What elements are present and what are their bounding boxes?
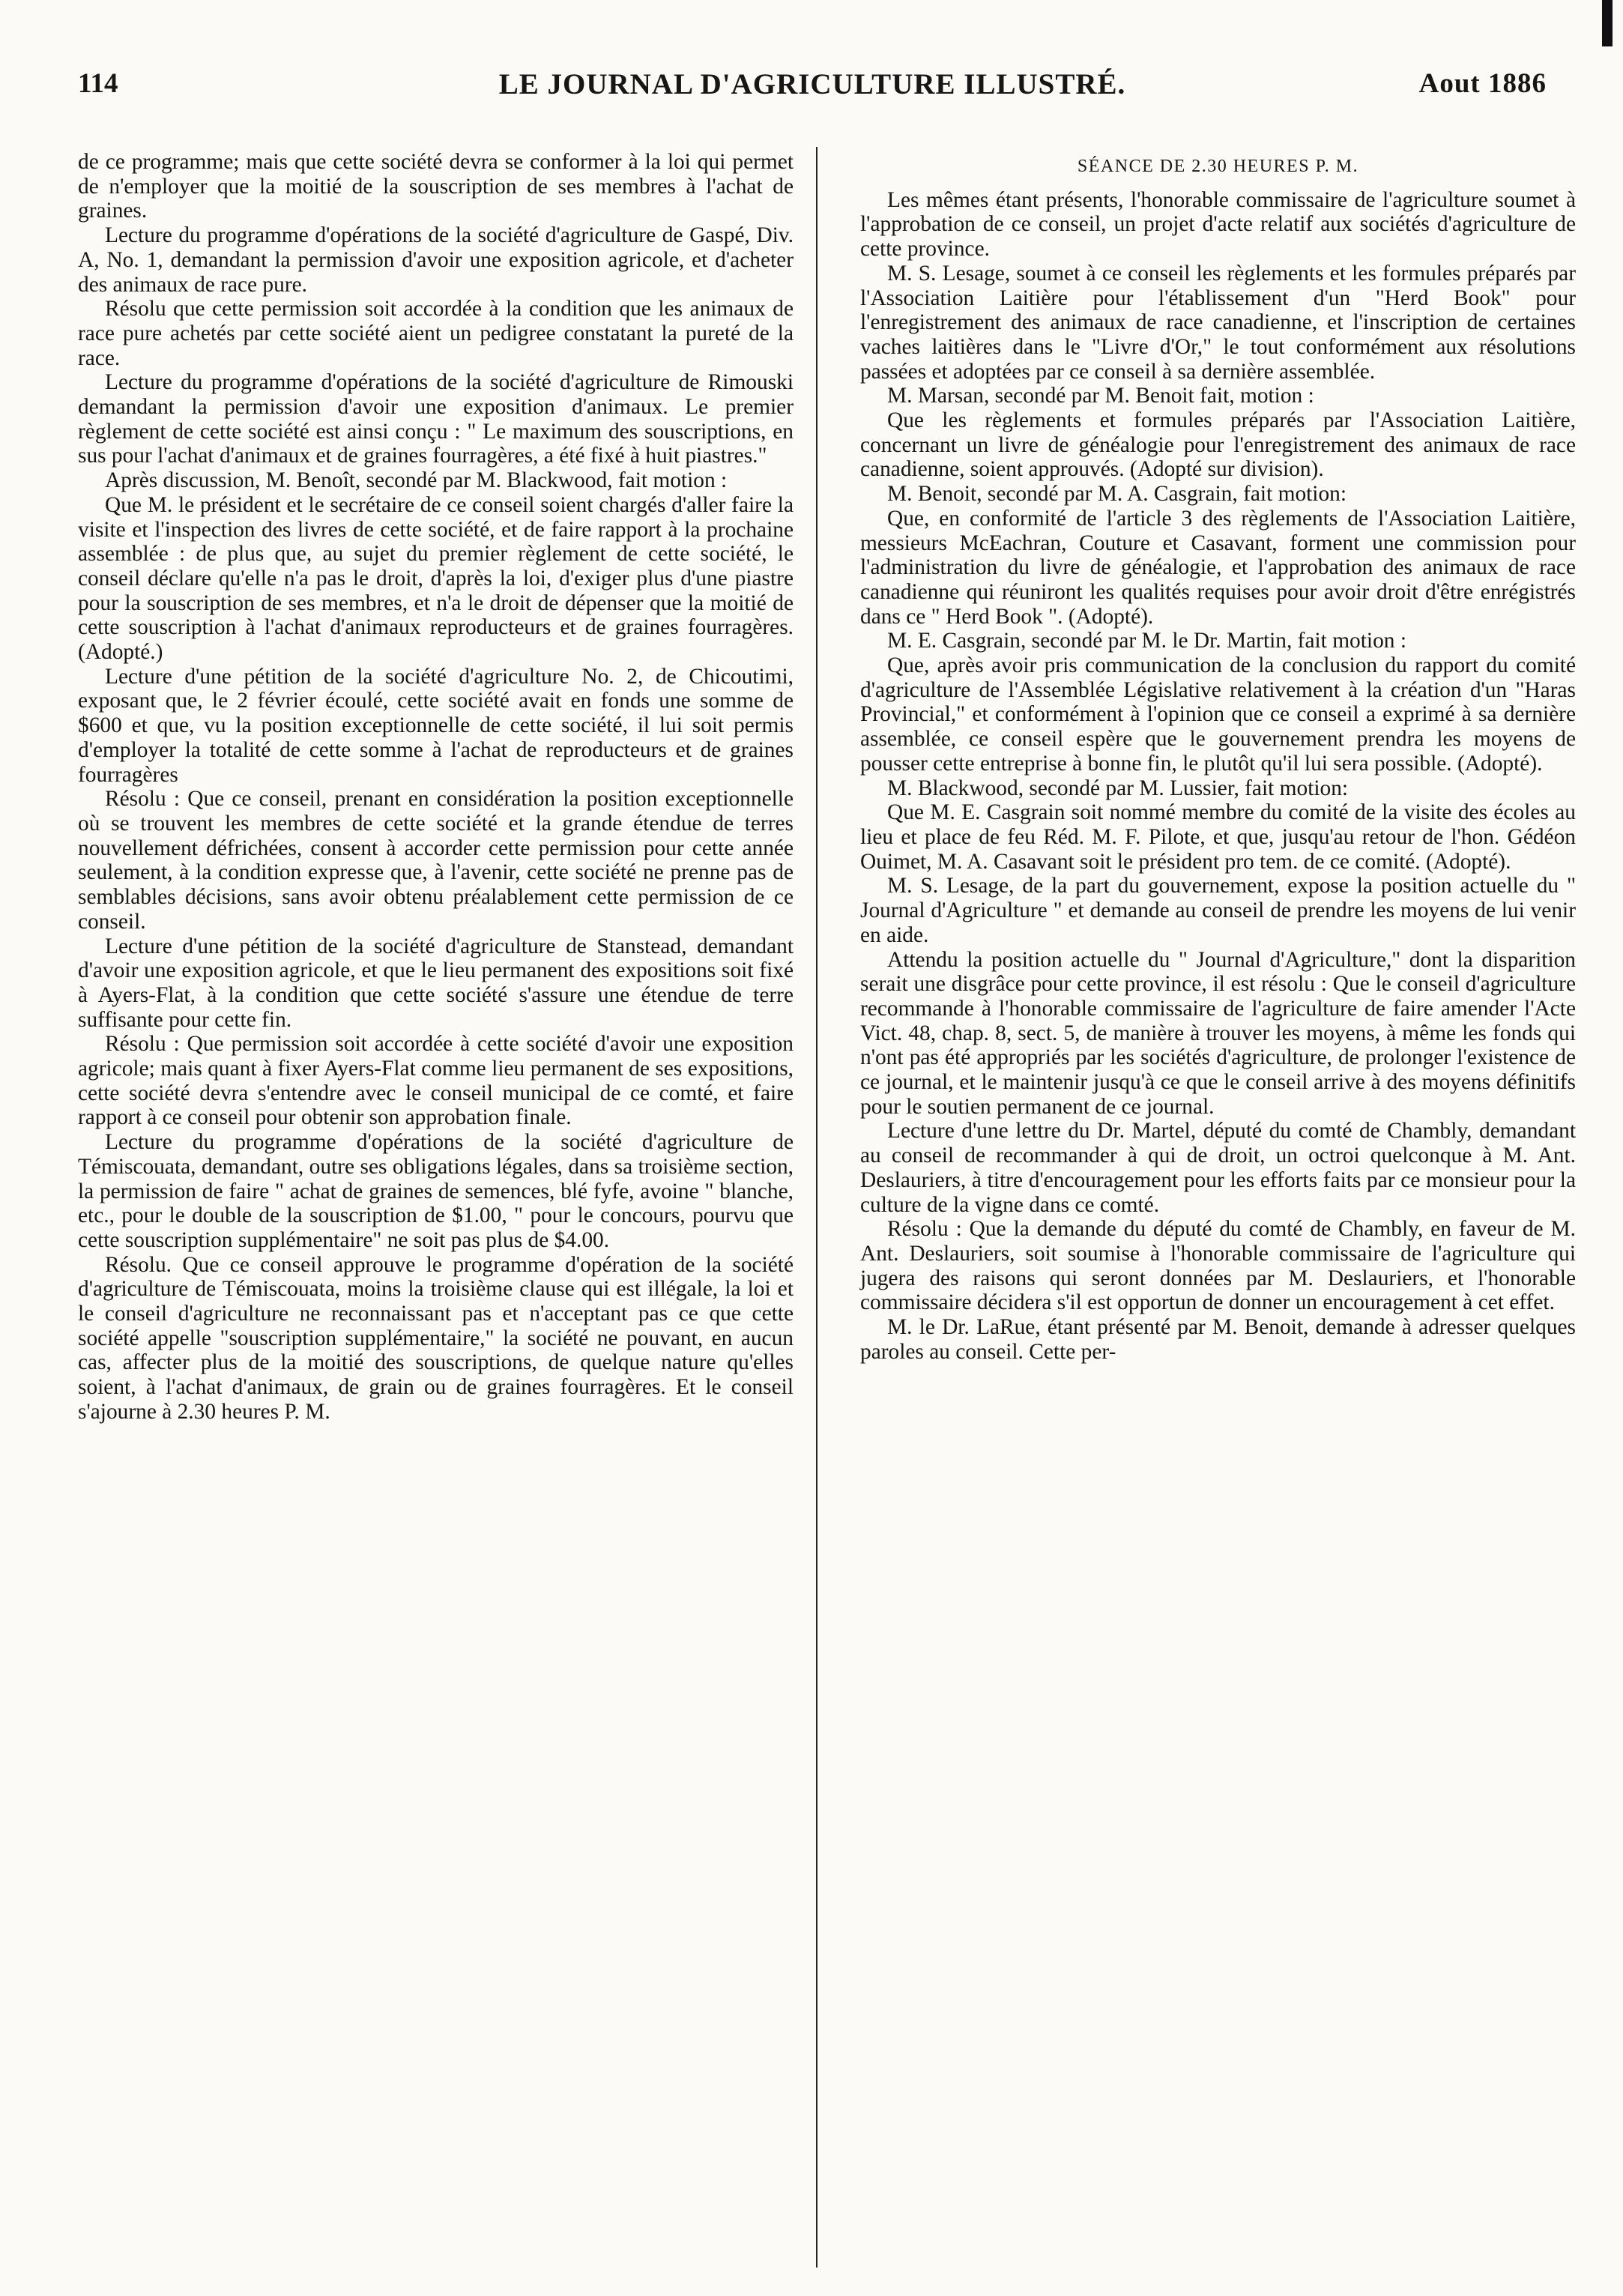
paragraph: M. E. Casgrain, secondé par M. le Dr. Martin, fait motion : <box>887 629 1406 653</box>
paragraph: Résolu. Que ce conseil approuve le programme d'opération de la société d'agriculture de Témiscouata, moins la troisième clause qui est illégale, la loi et le conseil d'agriculture ne reconnaissant pas et n'acceptant pas ce que cette société appelle "souscription supplémentaire," la société ne pouvant, en aucun cas, affecter plus de la moitié des souscriptions, de quelque nature qu'elles soient, à l'achat d'animaux, de grain ou de graines fourragères. Et le conseil s'ajourne à 2.30 heures P. M. <box>78 1252 794 1424</box>
journal-title: LE JOURNAL D'AGRICULTURE ILLUSTRÉ. <box>498 68 1126 100</box>
paragraph: Lecture du programme d'opérations de la société d'agriculture de Rimouski demandant la permission d'avoir une exposition d'animaux. Le premier règlement de cette société est ainsi conçu : " Le maximum des souscriptions, en sus pour l'achat d'animaux et de graines fourragères, a été fixé à huit piastres." <box>78 370 794 468</box>
paragraph: M. Benoit, secondé par M. A. Casgrain, fait motion: <box>887 482 1347 507</box>
paragraph: Lecture du programme d'opérations de la société d'agriculture de Témiscouata, demandant, outre ses obligations légales, dans sa troisième section, la permission de faire " achat de graines de semences, blé fyfe, avoine " blanche, etc., pour le double de la souscription de $1.00, " pour le concours, pourvu que cette souscription supplémentaire" ne soit pas plus de $4.00. <box>78 1130 794 1252</box>
paragraph: M. Marsan, secondé par M. Benoit fait, motion : <box>887 384 1314 408</box>
paragraph: de ce programme; mais que cette société devra se conformer à la loi qui permet de n'employer que la moitié de la souscription de ses membres à l'achat de graines. <box>78 150 794 223</box>
section-heading: SÉANCE DE 2.30 HEURES P. M. <box>1077 157 1359 176</box>
paragraph: Les mêmes étant présents, l'honorable commissaire de l'agriculture soumet à l'approbation de ce conseil, un projet d'acte relatif aux sociétés d'agriculture de cette province. <box>860 187 1576 262</box>
paragraph: Lecture d'une pétition de la société d'agriculture de Stanstead, demandant d'avoir une exposition agricole, et que le lieu permanent des expositions soit fixé à Ayers-Flat, à la condition que cette société s'assure une étendue de terre suffisante pour cette fin. <box>78 934 794 1032</box>
issue-date: Aout 1886 <box>1418 68 1547 99</box>
paragraph: Que, après avoir pris communication de la conclusion du rapport du comité d'agriculture de l'Assemblée Législative relativement à la création d'un "Haras Provincial," et conformément à l'opinion que ce conseil a exprimé à sa dernière assemblée, ce conseil espère que le gouvernement prendra les moyens de pousser cette entreprise à bonne fin, le plutôt qu'il lui sera possible. (Adopté). <box>860 653 1576 776</box>
paragraph: Que, en conformité de l'article 3 des règlements de l'Association Laitière, messieurs McEachran, Couture et Casavant, forment une commission pour l'administration du livre de généalogie, et l'approbation des animaux de race canadienne qui réuniront les qualités requises pour avoir droit d'être enrégistrés dans ce " Herd Book ". (Adopté). <box>860 506 1576 629</box>
paragraph: Lecture d'une pétition de la société d'agriculture No. 2, de Chicoutimi, exposant que, le 2 février écoulé, cette société avait en fonds une somme de $600 et que, vu la position exceptionnelle de cette société, il lui soit permis d'employer la totalité de cette somme à l'achat de reproducteurs et de graines fourragères <box>78 664 794 787</box>
paragraph: Lecture du programme d'opérations de la société d'agriculture de Gaspé, Div. A, No. 1, demandant la permission d'avoir une exposition agricole, et d'acheter des animaux de race pure. <box>78 223 794 297</box>
page-corner-mark <box>1602 0 1613 46</box>
paragraph: Lecture d'une lettre du Dr. Martel, député du comté de Chambly, demandant au conseil de recommander à qui de droit, un octroi quelconque à M. Ant. Deslauriers, à titre d'encouragement pour les efforts faits par ce monsieur pour la culture de la vigne dans ce comté. <box>860 1119 1576 1217</box>
page-header <box>78 67 1547 112</box>
paragraph: Que les règlements et formules préparés par l'Association Laitière, concernant un livre de généalogie pour l'enregistrement des animaux de race canadienne, soient approuvés. (Adopté sur division). <box>860 408 1576 482</box>
column-divider <box>816 147 817 2268</box>
paragraph: Que M. le président et le secrétaire de ce conseil soient chargés d'aller faire la visite et l'inspection des livres de cette société, et de faire rapport à la prochaine assemblée : de plus que, au sujet du premier règlement de cette société, le conseil déclare qu'elle n'a pas le droit, d'après la loi, d'exiger plus d'une piastre pour la souscription de ses membres, et n'a le droit de dépenser que la moitié de cette souscription à l'achat d'animaux reproducteurs et de graines fourragères. (Adopté.) <box>78 492 794 665</box>
paragraph: Résolu : Que la demande du député du comté de Chambly, en faveur de M. Ant. Deslauriers, soit soumise à l'honorable commissaire de l'agriculture qui jugera des raisons qui seront données par M. Deslauriers, et l'honorable commissaire décidera s'il est opportun de donner un encouragement à cet effet. <box>860 1217 1576 1315</box>
paragraph: M. le Dr. LaRue, étant présenté par M. Benoit, demande à adresser quelques paroles au conseil. Cette per- <box>860 1315 1576 1364</box>
paragraph: M. S. Lesage, de la part du gouvernement, expose la position actuelle du " Journal d'Agriculture " et demande au conseil de prendre les moyens de lui venir en aide. <box>860 874 1576 947</box>
paragraph: Que M. E. Casgrain soit nommé membre du comité de la visite des écoles au lieu et place de feu Réd. M. F. Pilote, et que, jusqu'au retour de l'hon. Gédéon Ouimet, M. A. Casavant soit le président pro tem. de ce comité. (Adopté). <box>860 800 1576 874</box>
left-column <box>78 150 794 1425</box>
right-column <box>860 150 1576 1364</box>
paragraph: Résolu : Que permission soit accordée à cette société d'avoir une exposition agricole; mais quant à fixer Ayers-Flat comme lieu permanent de ses expositions, cette société devra s'entendre avec le conseil municipal de ce comté, et faire rapport à ce conseil pour obtenir son approbation finale. <box>78 1032 794 1130</box>
paragraph: Après discussion, M. Benoît, secondé par M. Blackwood, fait motion : <box>105 468 728 493</box>
paragraph: M. Blackwood, secondé par M. Lussier, fait motion: <box>887 776 1349 800</box>
paragraph: Attendu la position actuelle du " Journal d'Agriculture," dont la disparition serait une disgrâce pour cette province, il est résolu : Que le conseil d'agriculture recommande à l'honorable commissaire de l'agriculture de faire amender l'Acte Vict. 48, chap. 8, sect. 5, de manière à trouver les moyens, à même les fonds qui n'ont pas été appropriés par les sociétés d'agriculture, de prolonger l'existence de ce journal, et le maintenir jusqu'à ce que le conseil arrive à des moyens définitifs pour le soutien permanent de ce journal. <box>860 947 1576 1119</box>
page-number: 114 <box>78 68 118 99</box>
paragraph: Résolu que cette permission soit accordée à la condition que les animaux de race pure achetés par cette société aient un pedigree constatant la pureté de la race. <box>78 297 794 370</box>
paragraph: M. S. Lesage, soumet à ce conseil les règlements et les formules préparés par l'Association Laitière pour l'établissement d'un "Herd Book" pour l'enregistrement des animaux de race canadienne, et l'inscription de certaines vaches laitières dans le "Livre d'Or," le tout conformément aux résolutions passées et adoptées par ce conseil à sa dernière assemblée. <box>860 261 1576 384</box>
paragraph: Résolu : Que ce conseil, prenant en considération la position exceptionnelle où se trouvent les membres de cette société et la grande étendue de terres nouvellement défrichées, consent à accorder cette permission pour cette année seulement, à la condition expresse que, à l'avenir, cette société ne prenne pas de semblables décisions, sans avoir obtenu préalablement cette permission de ce conseil. <box>78 787 794 934</box>
